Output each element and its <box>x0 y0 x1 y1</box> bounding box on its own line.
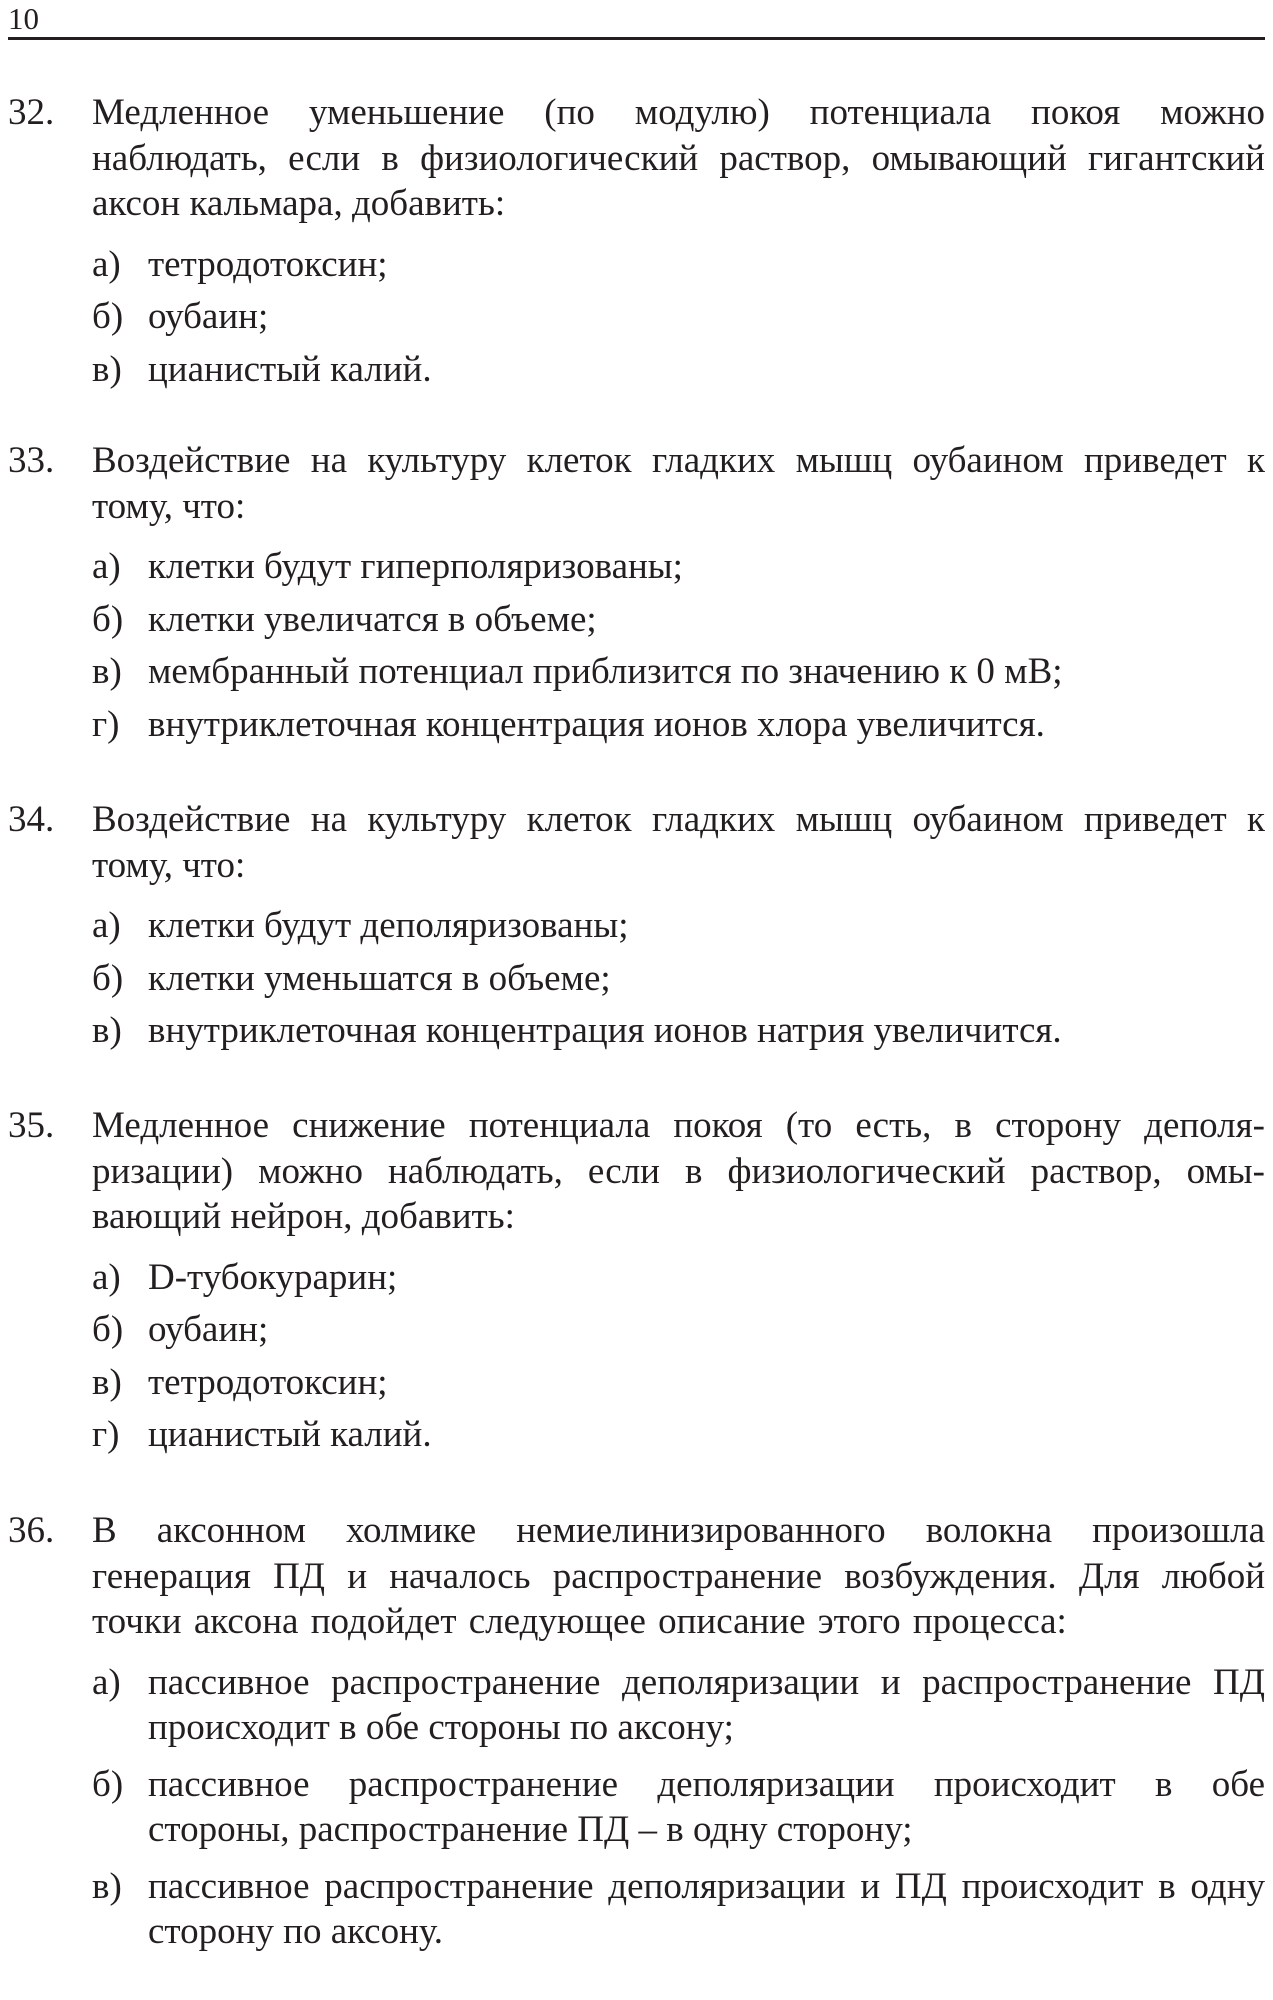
question-number: 34. <box>8 799 55 840</box>
option-letter: б) <box>92 598 124 640</box>
question-text: Медленное снижение потенциала покоя (то есть, в сторону деполяризации) можно наблюдать, если в физиологический раствор, омывающий нейрон, добавить: <box>92 1105 1265 1237</box>
option-text: мембранный потенциал приблизится по значению к 0 мВ; <box>148 651 1063 692</box>
answer-option <box>8 347 1265 393</box>
option-letter: б) <box>92 1309 124 1350</box>
answer-options <box>8 1660 1265 1955</box>
answer-options <box>8 903 1265 1054</box>
question-text: Медленное уменьшение (по модулю) потенциала покоя можно наблюдать, если в физиологический раствор, омывающий гигантский аксон кальмара, добавить: <box>92 92 1265 224</box>
option-text: оубаин; <box>148 1309 269 1350</box>
option-letter: в) <box>92 1361 122 1403</box>
answer-option <box>8 1307 1265 1353</box>
option-text: пассивное распространение деполяризации и распространение ПД происходит в обе стороны по аксону; <box>148 1661 1265 1748</box>
answer-options <box>8 242 1265 393</box>
option-text: пассивное распространение деполяризации происходит в обе стороны, распространение ПД – в одну сторону; <box>148 1763 1265 1850</box>
answer-option <box>8 903 1265 949</box>
answer-option <box>8 1660 1265 1751</box>
option-text: тетродотоксин; <box>148 243 388 285</box>
option-letter: а) <box>92 1256 121 1298</box>
answer-option <box>8 1008 1265 1054</box>
option-letter: в) <box>92 1010 122 1051</box>
option-letter: а) <box>92 905 121 946</box>
question-number: 35. <box>8 1105 55 1146</box>
option-text: клетки будут деполяризованы; <box>148 905 629 946</box>
option-text: пассивное распространение деполяризации и ПД происходит в одну сторону по аксону. <box>148 1865 1265 1952</box>
option-text: внутриклеточная концентрация ионов натрия увеличится. <box>148 1010 1062 1051</box>
question-number: 33. <box>8 440 55 481</box>
option-text: клетки будут гиперполяризованы; <box>148 546 683 587</box>
option-letter: г) <box>92 1414 120 1455</box>
answer-option <box>8 1255 1265 1301</box>
option-letter: а) <box>92 243 121 285</box>
option-letter: а) <box>92 546 121 587</box>
answer-options <box>8 544 1265 747</box>
answer-option <box>8 294 1265 340</box>
header-rule <box>8 37 1265 40</box>
option-text: цианистый калий. <box>148 348 432 390</box>
question-text: Воздействие на культуру клеток гладких мышц оубаином приведет к тому, что: <box>92 799 1265 886</box>
question-35 <box>8 1103 1265 1465</box>
question-34 <box>8 797 1265 1061</box>
answer-option <box>8 649 1265 695</box>
option-letter: б) <box>92 296 124 337</box>
option-text: оубаин; <box>148 296 269 337</box>
option-letter: г) <box>92 703 120 745</box>
answer-option <box>8 1360 1265 1406</box>
question-33 <box>8 438 1265 754</box>
page-number: 10 <box>8 1 39 36</box>
option-letter: б) <box>92 957 124 999</box>
question-number: 32. <box>8 92 55 133</box>
question-text: В аксонном холмике немиелинизированного волокна произошла генерация ПД и началось распространение возбуждения. Для любой точки аксона подойдет следующее описание этого процесса: <box>92 1510 1265 1642</box>
answer-option <box>8 702 1265 748</box>
question-text: Воздействие на культуру клеток гладких мышц оубаином приведет к тому, что: <box>92 440 1265 527</box>
answer-option <box>8 1864 1265 1955</box>
option-text: тетродотоксин; <box>148 1361 388 1403</box>
question-36 <box>8 1508 1265 1966</box>
answer-option <box>8 544 1265 590</box>
answer-option <box>8 1412 1265 1458</box>
option-text: D-тубокурарин; <box>148 1256 398 1298</box>
question-32 <box>8 90 1265 399</box>
option-text: клетки уменьшатся в объеме; <box>148 957 611 999</box>
option-letter: в) <box>92 348 122 390</box>
option-text: внутриклеточная концентрация ионов хлора увеличится. <box>148 703 1045 745</box>
option-text: клетки увеличатся в объеме; <box>148 598 597 640</box>
question-number: 36. <box>8 1510 55 1551</box>
answer-options <box>8 1255 1265 1458</box>
option-letter: в) <box>92 651 122 692</box>
option-text: цианистый калий. <box>148 1414 432 1455</box>
option-letter: а) <box>92 1661 121 1703</box>
answer-option <box>8 956 1265 1002</box>
answer-option <box>8 1762 1265 1853</box>
answer-option <box>8 242 1265 288</box>
option-letter: б) <box>92 1763 124 1805</box>
answer-option <box>8 597 1265 643</box>
option-letter: в) <box>92 1865 122 1907</box>
